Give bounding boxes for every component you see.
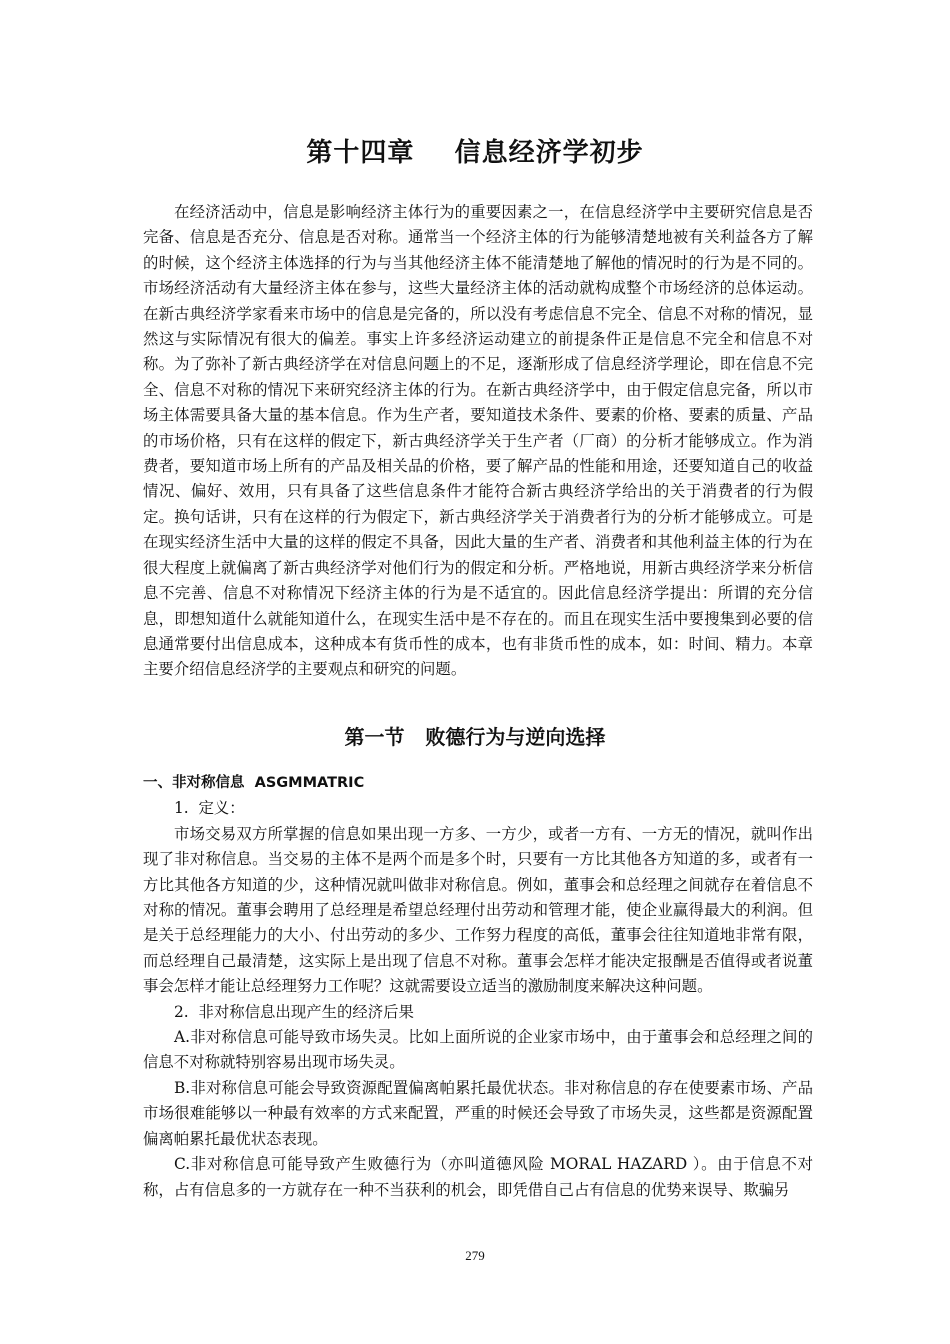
consequence-c-paragraph: C.非对称信息可能导致产生败德行为（亦叫道德风险 MORAL HAZARD ）。由于信息不对称，占有信息多的一方就存在一种不当获利的机会，即凭借自己占有信息的优势来误导、欺骗另: [143, 1155, 813, 1199]
page-number: 279: [465, 1248, 485, 1263]
intro-paragraph: 在经济活动中，信息是影响经济主体行为的重要因素之一，在信息经济学中主要研究信息是否完备、信息是否充分、信息是否对称。通常当一个经济主体的行为能够清楚地被有关利益各方了解的时候，这个经济主体选择的行为与当其他经济主体不能清楚地了解他的情况时的行为是不同的。市场经济活动有大量经济主体在参与，这些大量经济主体的活动就构成整个市场经济的总体运动。在新古典经济学家看来市场中的信息是完备的，所以没有考虑信息不完全、信息不对称的情况，显然这与实际情况有很大的偏差。事实上许多经济运动建立的前提条件正是信息不完全和信息不对称。为了弥补了新古典经济学在对信息问题上的不足，逐渐形成了信息经济学理论，即在信息不完全、信息不对称的情况下来研究经济主体的行为。在新古典经济学中，由于假定信息完备，所以市场主体需要具备大量的基本信息。作为生产者，要知道技术条件、要素的价格、要素的质量、产品的市场价格，只有在这样的假定下，新古典经济学关于生产者（厂商）的分析才能够成立。作为消费者，要知道市场上所有的产品及相关品的价格，要了解产品的性能和用途，还要知道自己的收益情况、偏好、效用，只有具备了这些信息条件才能符合新古典经济学给出的关于消费者的行为假定。换句话讲，只有在这样的行为假定下，新古典经济学关于消费者行为的分析才能够成立。可是在现实经济生活中大量的这样的假定不具备，因此大量的生产者、消费者和其他利益主体的行为在很大程度上就偏离了新古典经济学对他们行为的假定和分析。严格地说，用新古典经济学来分析信息不完善、信息不对称情况下经济主体的行为是不适宜的。因此信息经济学提出：所谓的充分信息，即想知道什么就能知道什么，在现实生活中是不存在的。而且在现实生活中要搜集到必要的信息通常要付出信息成本，这种成本有货币性的成本，也有非货币性的成本，如：时间、精力。本章主要介绍信息经济学的主要观点和研究的问题。: [143, 203, 813, 679]
definition-paragraph: 市场交易双方所掌握的信息如果出现一方多、一方少，或者一方有、一方无的情况，就叫作出现了非对称信息。当交易的主体不是两个而是多个时，只要有一方比其他各方知道的多，或者有一方比其他各方知道的少，这种情况就叫做非对称信息。例如，董事会和总经理之间就存在着信息不对称的情况。董事会聘用了总经理是希望总经理付出劳动和管理才能，使企业赢得最大的利润。但是关于总经理能力的大小、付出劳动的多少、工作努力程度的高低，董事会往往知道地非常有限，而总经理自己最清楚，这实际上是出现了信息不对称。董事会怎样才能决定报酬是否值得或者说董事会怎样才能让总经理努力工作呢？这就需要设立适当的激励制度来解决这种问题。: [143, 824, 813, 996]
item-consequences-label: 2. 非对称信息出现产生的经济后果: [174, 1002, 414, 1021]
chapter-title: 第十四章 信息经济学初步: [306, 138, 644, 168]
intro-section: [143, 200, 813, 683]
subheading-asymmetric-info: 一、非对称信息 ASGMMATRIC: [143, 775, 365, 791]
section-title: 第一节 败德行为与逆向选择: [344, 725, 606, 749]
consequence-b-paragraph: B.非对称信息可能会导致资源配置偏离帕累托最优状态。非对称信息的存在使要素市场、产品市场很难能够以一种最有效率的方式来配置，严重的时候还会导致了市场失灵，这些都是资源配置偏离帕累托最优状态表现。: [143, 1078, 813, 1148]
section-body: [143, 771, 813, 1203]
item-definition-label: 1. 定义：: [174, 799, 245, 818]
consequence-a-paragraph: A.非对称信息可能导致市场失灵。比如上面所说的企业家市场中，由于董事会和总经理之间的信息不对称就特别容易出现市场失灵。: [143, 1028, 813, 1072]
